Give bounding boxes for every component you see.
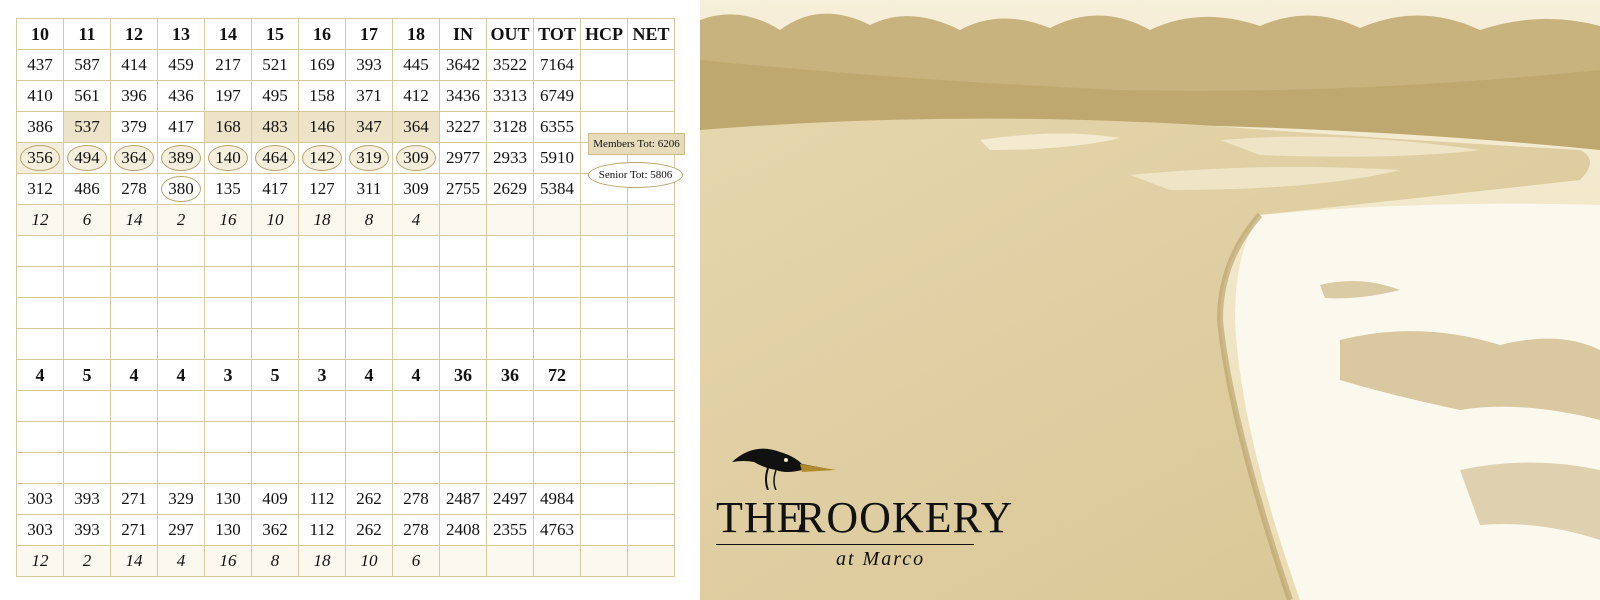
par-cell: 3 — [205, 360, 252, 391]
header-cell: 13 — [158, 19, 205, 50]
score-cell — [393, 422, 440, 453]
score-cell — [111, 236, 158, 267]
yardage-cell: 3313 — [487, 81, 534, 112]
yardage-cell: 2497 — [487, 484, 534, 515]
header-cell: OUT — [487, 19, 534, 50]
score-cell — [440, 298, 487, 329]
yardage-cell: 445 — [393, 50, 440, 81]
yardage-cell: 386 — [17, 112, 64, 143]
score-cell — [581, 298, 628, 329]
tee-row — [17, 81, 675, 112]
score-cell — [534, 329, 581, 360]
rookery-logo — [716, 440, 1014, 575]
yardage-cell: 412 — [393, 81, 440, 112]
circled-yardage: 389 — [161, 145, 201, 171]
header-cell: HCP — [581, 19, 628, 50]
yardage-cell: 2629 — [487, 174, 534, 205]
score-cell — [252, 391, 299, 422]
header-cell: 14 — [205, 19, 252, 50]
score-cell — [64, 391, 111, 422]
yardage-cell: 417 — [158, 112, 205, 143]
yardage-cell: 3128 — [487, 112, 534, 143]
score-cell — [581, 329, 628, 360]
score-cell — [487, 298, 534, 329]
score-cell — [581, 453, 628, 484]
circled-yardage: 380 — [161, 176, 201, 202]
yardage-cell: 169 — [299, 50, 346, 81]
score-cell — [628, 329, 675, 360]
yardage-cell: 146 — [299, 112, 346, 143]
score-cell — [205, 329, 252, 360]
header-cell: IN — [440, 19, 487, 50]
yardage-cell: 6749 — [534, 81, 581, 112]
yardage-cell: 271 — [111, 484, 158, 515]
empty-cell — [581, 205, 628, 236]
yardage-cell: 436 — [158, 81, 205, 112]
empty-cell — [628, 484, 675, 515]
handicap-cell: 18 — [299, 546, 346, 577]
score-cell — [158, 391, 205, 422]
yardage-cell: 262 — [346, 515, 393, 546]
score-cell — [487, 236, 534, 267]
score-cell — [440, 236, 487, 267]
score-cell — [534, 422, 581, 453]
yardage-cell: 278 — [393, 484, 440, 515]
par-cell: 5 — [252, 360, 299, 391]
score-cell — [440, 391, 487, 422]
score-cell — [628, 422, 675, 453]
yardage-cell: 2933 — [487, 143, 534, 174]
score-cell — [252, 329, 299, 360]
score-cell — [205, 453, 252, 484]
score-entry-row — [17, 329, 675, 360]
senior-total-oval: Senior Tot: 5806 — [588, 162, 683, 188]
header-cell: 17 — [346, 19, 393, 50]
yardage-cell — [205, 143, 252, 174]
yardage-cell: 417 — [252, 174, 299, 205]
empty-cell — [440, 546, 487, 577]
handicap-cell: 16 — [205, 546, 252, 577]
yardage-cell: 3642 — [440, 50, 487, 81]
handicap-cell: 8 — [252, 546, 299, 577]
score-cell — [17, 391, 64, 422]
handicap-cell: 14 — [111, 546, 158, 577]
yardage-cell: 486 — [64, 174, 111, 205]
yardage-cell: 362 — [252, 515, 299, 546]
yardage-cell: 393 — [64, 515, 111, 546]
score-entry-row — [17, 453, 675, 484]
score-cell — [393, 329, 440, 360]
circled-yardage: 356 — [20, 145, 60, 171]
tee-row — [17, 112, 675, 143]
handicap-cell: 12 — [17, 546, 64, 577]
score-cell — [158, 422, 205, 453]
handicap-cell: 6 — [393, 546, 440, 577]
score-cell — [346, 422, 393, 453]
yardage-cell: 112 — [299, 515, 346, 546]
score-cell — [487, 329, 534, 360]
empty-cell — [581, 81, 628, 112]
par-cell: 4 — [111, 360, 158, 391]
handicap-cell: 4 — [158, 546, 205, 577]
score-cell — [299, 236, 346, 267]
yardage-cell: 6355 — [534, 112, 581, 143]
score-cell — [158, 329, 205, 360]
yardage-cell — [346, 143, 393, 174]
circled-yardage: 142 — [302, 145, 342, 171]
empty-cell — [581, 50, 628, 81]
yardage-cell — [17, 143, 64, 174]
score-cell — [299, 267, 346, 298]
heron-logo-icon — [724, 440, 844, 490]
header-cell: 16 — [299, 19, 346, 50]
score-cell — [487, 267, 534, 298]
score-cell — [111, 329, 158, 360]
par-cell: 36 — [487, 360, 534, 391]
handicap-cell: 12 — [17, 205, 64, 236]
score-cell — [205, 298, 252, 329]
score-cell — [534, 453, 581, 484]
empty-cell — [581, 515, 628, 546]
yardage-cell: 311 — [346, 174, 393, 205]
circled-yardage: 364 — [114, 145, 154, 171]
score-cell — [346, 329, 393, 360]
header-cell: NET — [628, 19, 675, 50]
yardage-cell: 7164 — [534, 50, 581, 81]
yardage-cell: 303 — [17, 515, 64, 546]
handicap-row — [17, 546, 675, 577]
circled-yardage: 464 — [255, 145, 295, 171]
empty-cell — [581, 484, 628, 515]
yardage-cell: 3227 — [440, 112, 487, 143]
score-cell — [581, 391, 628, 422]
score-entry-row — [17, 267, 675, 298]
score-cell — [534, 391, 581, 422]
yardage-cell — [252, 143, 299, 174]
score-cell — [487, 422, 534, 453]
handicap-cell: 18 — [299, 205, 346, 236]
handicap-cell: 16 — [205, 205, 252, 236]
yardage-cell: 347 — [346, 112, 393, 143]
par-cell: 36 — [440, 360, 487, 391]
score-cell — [64, 267, 111, 298]
score-cell — [534, 298, 581, 329]
tee-row — [17, 143, 675, 174]
par-cell: 4 — [393, 360, 440, 391]
score-cell — [299, 391, 346, 422]
score-entry-row — [17, 422, 675, 453]
score-cell — [534, 267, 581, 298]
tee-row — [17, 174, 675, 205]
yardage-cell: 130 — [205, 515, 252, 546]
yardage-cell: 217 — [205, 50, 252, 81]
yardage-cell: 396 — [111, 81, 158, 112]
yardage-cell: 410 — [17, 81, 64, 112]
yardage-cell: 561 — [64, 81, 111, 112]
score-cell — [17, 453, 64, 484]
score-cell — [111, 267, 158, 298]
score-cell — [299, 329, 346, 360]
yardage-cell: 2355 — [487, 515, 534, 546]
yardage-cell: 197 — [205, 81, 252, 112]
yardage-cell — [393, 143, 440, 174]
yardage-cell: 459 — [158, 50, 205, 81]
score-cell — [64, 422, 111, 453]
yardage-cell: 393 — [64, 484, 111, 515]
handicap-cell: 2 — [158, 205, 205, 236]
yardage-cell: 483 — [252, 112, 299, 143]
score-cell — [299, 453, 346, 484]
empty-cell — [487, 205, 534, 236]
yardage-cell — [158, 143, 205, 174]
handicap-cell: 14 — [111, 205, 158, 236]
yardage-cell: 521 — [252, 50, 299, 81]
score-cell — [299, 298, 346, 329]
score-cell — [628, 298, 675, 329]
yardage-cell: 303 — [17, 484, 64, 515]
score-cell — [581, 236, 628, 267]
handicap-cell: 2 — [64, 546, 111, 577]
empty-cell — [581, 546, 628, 577]
score-cell — [205, 391, 252, 422]
circled-yardage: 494 — [67, 145, 107, 171]
yardage-cell: 364 — [393, 112, 440, 143]
circled-yardage: 140 — [208, 145, 248, 171]
par-cell: 3 — [299, 360, 346, 391]
yardage-cell: 130 — [205, 484, 252, 515]
score-cell — [252, 298, 299, 329]
yardage-cell: 329 — [158, 484, 205, 515]
yardage-cell: 112 — [299, 484, 346, 515]
score-cell — [111, 298, 158, 329]
score-cell — [534, 236, 581, 267]
score-cell — [111, 391, 158, 422]
score-cell — [64, 298, 111, 329]
yardage-cell: 262 — [346, 484, 393, 515]
score-cell — [628, 453, 675, 484]
members-total-box: Members Tot: 6206 — [588, 133, 685, 155]
yardage-cell — [158, 174, 205, 205]
yardage-cell: 393 — [346, 50, 393, 81]
score-entry-row — [17, 236, 675, 267]
yardage-cell: 5384 — [534, 174, 581, 205]
empty-cell — [534, 205, 581, 236]
yardage-cell: 135 — [205, 174, 252, 205]
yardage-cell: 2755 — [440, 174, 487, 205]
yardage-cell: 158 — [299, 81, 346, 112]
empty-cell — [534, 546, 581, 577]
score-cell — [487, 453, 534, 484]
yardage-cell: 414 — [111, 50, 158, 81]
score-entry-row — [17, 298, 675, 329]
par-cell: 72 — [534, 360, 581, 391]
yardage-cell: 271 — [111, 515, 158, 546]
scorecard-table — [16, 18, 675, 577]
score-cell — [64, 236, 111, 267]
yardage-cell: 278 — [111, 174, 158, 205]
yardage-cell: 127 — [299, 174, 346, 205]
score-cell — [628, 267, 675, 298]
logo-divider — [716, 544, 974, 545]
score-cell — [252, 453, 299, 484]
handicap-cell: 10 — [252, 205, 299, 236]
header-cell: 10 — [17, 19, 64, 50]
score-cell — [440, 329, 487, 360]
score-cell — [64, 453, 111, 484]
score-cell — [205, 422, 252, 453]
empty-cell — [487, 546, 534, 577]
yardage-cell: 3436 — [440, 81, 487, 112]
score-cell — [158, 298, 205, 329]
score-cell — [628, 391, 675, 422]
score-cell — [111, 453, 158, 484]
yardage-cell: 587 — [64, 50, 111, 81]
header-row — [17, 19, 675, 50]
par-cell: 4 — [17, 360, 64, 391]
score-cell — [17, 267, 64, 298]
header-cell: 11 — [64, 19, 111, 50]
par-cell: 4 — [346, 360, 393, 391]
score-cell — [158, 236, 205, 267]
yardage-cell: 437 — [17, 50, 64, 81]
score-cell — [487, 391, 534, 422]
logo-at-marco-text: at Marco — [836, 548, 926, 570]
yardage-cell — [111, 143, 158, 174]
score-cell — [17, 422, 64, 453]
yardage-cell: 371 — [346, 81, 393, 112]
score-cell — [299, 422, 346, 453]
yardage-cell: 297 — [158, 515, 205, 546]
yardage-cell: 379 — [111, 112, 158, 143]
yardage-cell: 5910 — [534, 143, 581, 174]
score-cell — [158, 453, 205, 484]
par-cell: 5 — [64, 360, 111, 391]
yardage-cell: 309 — [393, 174, 440, 205]
forward-tee-row — [17, 515, 675, 546]
score-cell — [158, 267, 205, 298]
score-cell — [252, 267, 299, 298]
header-cell: TOT — [534, 19, 581, 50]
yardage-cell: 312 — [17, 174, 64, 205]
header-cell: 18 — [393, 19, 440, 50]
par-row — [17, 360, 675, 391]
logo-the-text: THE — [716, 493, 805, 542]
yardage-cell: 278 — [393, 515, 440, 546]
score-cell — [393, 298, 440, 329]
yardage-cell: 495 — [252, 81, 299, 112]
score-cell — [393, 391, 440, 422]
score-cell — [393, 236, 440, 267]
score-cell — [346, 298, 393, 329]
handicap-cell: 8 — [346, 205, 393, 236]
logo-rookery-text: ROOKERY — [796, 493, 1014, 542]
score-cell — [111, 422, 158, 453]
score-cell — [17, 298, 64, 329]
yardage-cell: 168 — [205, 112, 252, 143]
handicap-cell: 10 — [346, 546, 393, 577]
yardage-cell — [299, 143, 346, 174]
score-cell — [346, 391, 393, 422]
yardage-cell: 409 — [252, 484, 299, 515]
score-cell — [17, 236, 64, 267]
header-cell: 12 — [111, 19, 158, 50]
handicap-cell: 6 — [64, 205, 111, 236]
score-cell — [205, 236, 252, 267]
score-cell — [440, 422, 487, 453]
score-cell — [346, 267, 393, 298]
empty-cell — [628, 50, 675, 81]
yardage-cell: 3522 — [487, 50, 534, 81]
yardage-cell: 2408 — [440, 515, 487, 546]
score-cell — [205, 267, 252, 298]
yardage-cell: 2487 — [440, 484, 487, 515]
score-cell — [393, 267, 440, 298]
empty-cell — [440, 205, 487, 236]
header-cell: 15 — [252, 19, 299, 50]
score-cell — [64, 329, 111, 360]
empty-cell — [628, 546, 675, 577]
score-entry-row — [17, 391, 675, 422]
empty-cell — [628, 205, 675, 236]
yardage-cell: 2977 — [440, 143, 487, 174]
tee-row — [17, 50, 675, 81]
score-cell — [581, 267, 628, 298]
score-cell — [440, 267, 487, 298]
yardage-cell: 537 — [64, 112, 111, 143]
handicap-cell: 4 — [393, 205, 440, 236]
score-cell — [346, 236, 393, 267]
circled-yardage: 319 — [349, 145, 389, 171]
score-cell — [252, 422, 299, 453]
circled-yardage: 309 — [396, 145, 436, 171]
empty-cell — [628, 360, 675, 391]
forward-tee-row — [17, 484, 675, 515]
score-cell — [393, 453, 440, 484]
par-cell: 4 — [158, 360, 205, 391]
yardage-cell — [64, 143, 111, 174]
score-cell — [17, 329, 64, 360]
score-cell — [628, 236, 675, 267]
yardage-cell: 4984 — [534, 484, 581, 515]
score-cell — [252, 236, 299, 267]
empty-cell — [628, 515, 675, 546]
score-cell — [440, 453, 487, 484]
score-cell — [346, 453, 393, 484]
yardage-cell: 4763 — [534, 515, 581, 546]
empty-cell — [581, 360, 628, 391]
empty-cell — [628, 81, 675, 112]
score-cell — [581, 422, 628, 453]
handicap-row — [17, 205, 675, 236]
